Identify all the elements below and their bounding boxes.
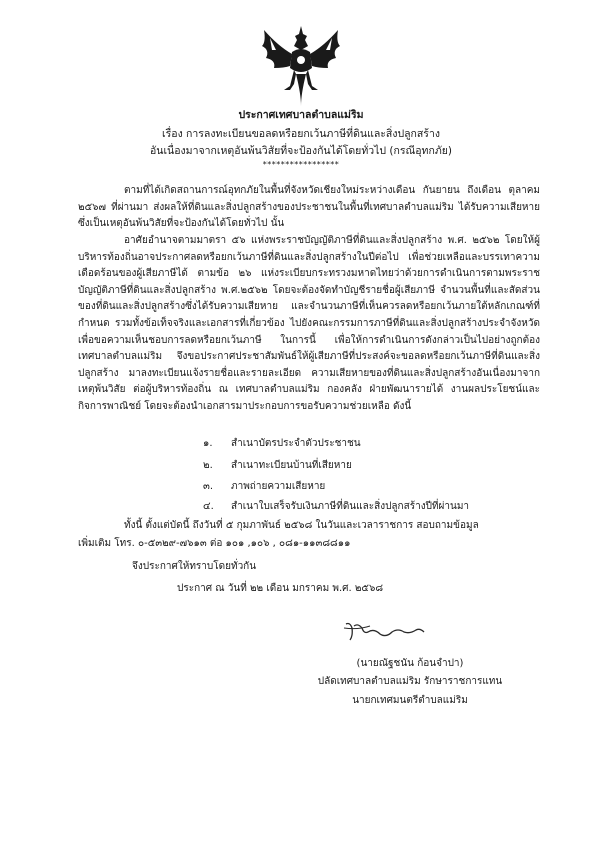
announcement-title: ประกาศเทศบาลตำบลแม่ริม — [238, 109, 364, 121]
list-item — [203, 499, 469, 515]
list-item-number: ๔. — [203, 501, 214, 512]
list-item — [203, 479, 325, 495]
paragraph-1: ตามที่ได้เกิดสถานการณ์อุทกภัยในพื้นที่จังหวัดเชียงใหม่ระหว่างเดือน กันยายน ถึงเดือน ตุลาคม ๒๕๖๗ ที่ผ่านมา ส่งผลให้ที่ดินและสิ่งปลูกสร้างของประชาชนในพื้นที่เทศบาลตำบลแม่ริม ได้รับความเสียหาย ซึ่งเป็นเหตุอันพ้นวิสัยที่จะป้องกันได้โดยทั่วไป นั้น — [78, 185, 540, 230]
list-item-text: สำเนาบัตรประจำตัวประชาชน — [231, 438, 361, 449]
schedule-line-1: ทั้งนี้ ตั้งแต่บัดนี้ ถึงวันที่ ๕ กุมภาพันธ์ ๒๕๖๘ ในวันและเวลาราชการ สอบถามข้อมูล — [124, 520, 479, 531]
signatory-name: (นายณัฐชนัน ก้อนจำปา) — [356, 658, 464, 669]
list-item-number: ๓. — [203, 481, 214, 492]
list-item-text: สำเนาใบเสร็จรับเงินภาษีที่ดินและสิ่งปลูกสร้างปีที่ผ่านมา — [231, 501, 470, 512]
subject-line-1: เรื่อง การลงทะเบียนขอลดหรือยกเว้นภาษีที่ดินและสิ่งปลูกสร้าง — [162, 128, 440, 140]
garuda-emblem-icon — [256, 24, 346, 108]
schedule-line-2: เพิ่มเติม โทร. ๐-๕๓๒๙-๗๖๑๓ ต่อ ๑๐๑ ,๑๐๖ , ๐๘๑-๑๑๓๘๘๑๑ — [78, 538, 351, 549]
subject-line-2: อันเนื่องมาจากเหตุอันพ้นวิสัยที่จะป้องกันได้โดยทั่วไป (กรณีอุทกภัย) — [149, 145, 453, 157]
list-item — [203, 436, 361, 452]
paragraph-2: อาศัยอำนาจตามมาตรา ๕๖ แห่งพระราชบัญญัติภาษีที่ดินและสิ่งปลูกสร้าง พ.ศ. ๒๕๖๒ โดยให้ผู้บริหารท้องถิ่นอาจประกาศลดหรือยกเว้นภาษีที่ดินและสิ่งปลูกสร้างในปีต่อไป เพื่อช่วยเหลือและบรรเทาความเดือดร้อนของผู้เสียภาษีได้ ตามข้อ ๒๖ แห่งระเบียบกระทรวงมหาดไทยว่าด้วยการดำเนินการตามพระราชบัญญัติภาษีที่ดินและสิ่งปลูกสร้าง พ.ศ.๒๕๖๒ โดยจะต้องจัดทำบัญชีรายชื่อผู้เสียภาษี จำนวนพื้นที่และสัดส่วนของที่ดินและสิ่งปลูกสร้างซึ่งได้รับความเสียหาย และจำนวนภาษีที่เห็นควรลดหรือยกเว้นภายใต้หลักเกณฑ์ที่กำหนด รวมทั้งข้อเท็จจริงและเอกสารที่เกี่ยวข้อง ไปยังคณะกรรมการภาษีที่ดินและสิ่งปลูกสร้างประจำจังหวัด เพื่อขอความเห็นชอบการลดหรือยกเว้นภาษี ในการนี้ เพื่อให้การดำเนินการดังกล่าวเป็นไปอย่างถูกต้อง เทศบาลตำบลแม่ริม จึงขอประกาศประชาสัมพันธ์ให้ผู้เสียภาษีที่ประสงค์จะขอลดหรือยกเว้นภาษีที่ดินและสิ่งปลูกสร้าง มาลงทะเบียนแจ้งรายชื่อและรายละเอียด ความเสียหายของที่ดินและสิ่งปลูกสร้างอันเนื่องมาจากเหตุพ้นวิสัย ต่อผู้บริหารท้องถิ่น ณ เทศบาลตำบลแม่ริม กองคลัง ฝ่ายพัฒนารายได้ งานผลประโยชน์และกิจการพาณิชย์ โดยจะต้องนำเอกสารมาประกอบการขอรับความช่วยเหลือ ดังนี้ — [78, 235, 540, 412]
divider-stars: ***************** — [262, 160, 340, 169]
signatory-position-2: นายกเทศมนตรีตำบลแม่ริม — [352, 695, 468, 706]
list-item-text: สำเนาทะเบียนบ้านที่เสียหาย — [231, 460, 352, 471]
date-line: ประกาศ ณ วันที่ ๒๒ เดือน มกราคม พ.ศ. ๒๕๖๘ — [177, 583, 384, 594]
list-item-number: ๑. — [203, 438, 213, 449]
signatory-position-1: ปลัดเทศบาลตำบลแม่ริม รักษาราชการแทน — [317, 676, 503, 687]
list-item — [203, 458, 352, 474]
handwritten-signature — [340, 620, 430, 642]
list-item-number: ๒. — [203, 460, 213, 471]
closing-text: จึงประกาศให้ทราบโดยทั่วกัน — [132, 561, 257, 572]
list-item-text: ภาพถ่ายความเสียหาย — [231, 481, 326, 492]
